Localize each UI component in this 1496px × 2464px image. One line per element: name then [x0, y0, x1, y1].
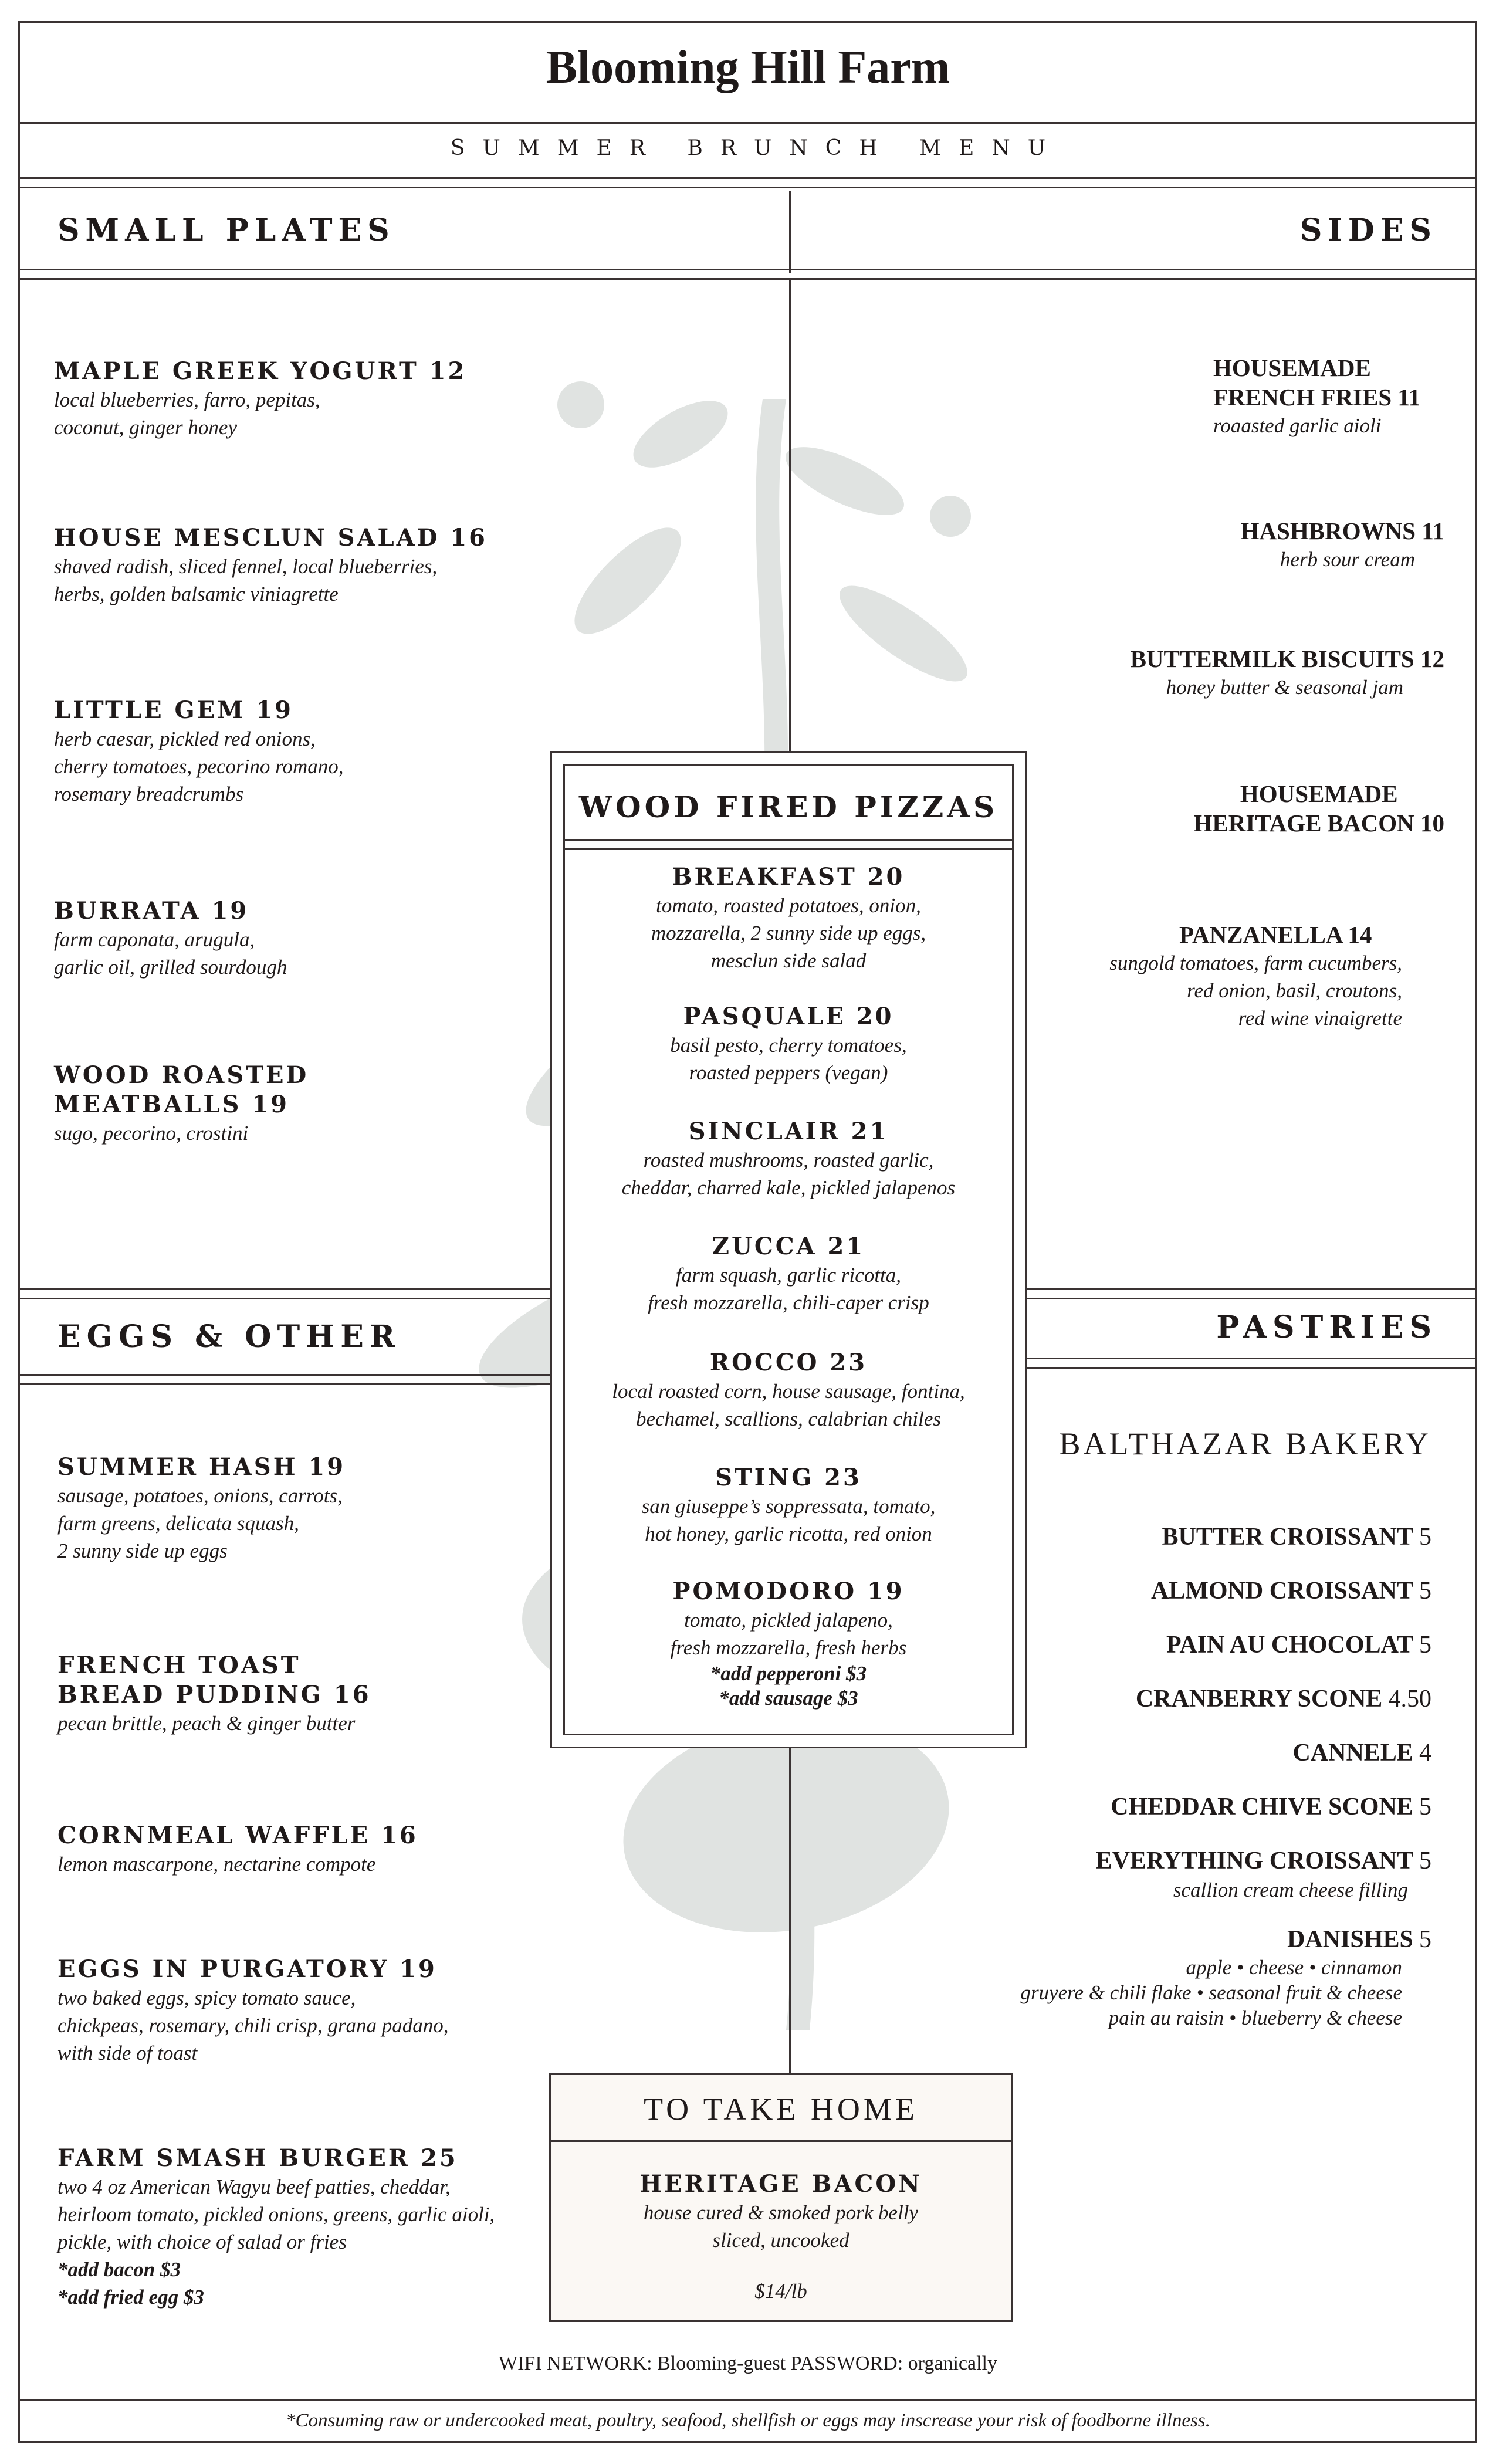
- item-name: ROCCO 23: [709, 1349, 868, 1376]
- item-name: SUMMER HASH 19: [57, 1453, 346, 1481]
- item-name: PASQUALE 20: [683, 1003, 894, 1030]
- menu-item: [1241, 516, 1444, 573]
- divider: [20, 187, 1476, 188]
- pizza-item: [563, 1232, 1014, 1316]
- item-name: BURRATA 19: [54, 897, 249, 925]
- addon: *add bacon $3: [57, 2258, 181, 2281]
- restaurant-name: Blooming Hill Farm: [546, 42, 950, 93]
- item-description: roaasted garlic aioli: [1213, 414, 1382, 437]
- divider: [789, 191, 791, 273]
- item-price: 4.50: [1388, 1685, 1431, 1712]
- item-name: EVERYTHING CROISSANT: [1095, 1847, 1413, 1874]
- pastry-item: [1111, 1792, 1431, 1822]
- wifi-info: WIFI NETWORK: Blooming-guest PASSWORD: organically: [499, 2353, 997, 2374]
- menu-item: [54, 1061, 309, 1147]
- item-price: 5: [1419, 1578, 1431, 1605]
- divider: [20, 122, 1476, 124]
- pizza-item: [563, 1463, 1014, 1548]
- item-name: BUTTERMILK BISCUITS 12: [1130, 645, 1444, 672]
- menu-item: [54, 523, 488, 608]
- item-description: local roasted corn, house sausage, fontina, bechamel, scallions, calabrian chiles: [612, 1380, 965, 1430]
- item-description: apple • cheese • cinnamon gruyere & chili flake • seasonal fruit & cheese pain au raisin • blueberry & cheese: [1020, 1956, 1402, 2029]
- item-description: sungold tomatoes, farm cucumbers, red onion, basil, croutons, red wine vinaigrette: [1109, 952, 1402, 1030]
- pizza-item: [563, 1577, 1014, 1711]
- item-price: 4: [1419, 1739, 1431, 1766]
- item-name: CHEDDAR CHIVE SCONE: [1111, 1793, 1413, 1820]
- disclaimer: *Consuming raw or undercooked meat, poultry, seafood, shellfish or eggs may inscrease your risk of foodborne illness.: [286, 2410, 1210, 2431]
- menu-item: [57, 2144, 495, 2311]
- menu-item: [54, 896, 287, 981]
- divider: [20, 278, 1476, 280]
- menu-item: [57, 1651, 371, 1737]
- item-name: DANISHES: [1287, 1926, 1413, 1953]
- item-name: BREAKFAST 20: [672, 863, 905, 891]
- item-description: lemon mascarpone, nectarine compote: [57, 1853, 376, 1876]
- item-name: HERITAGE BACON: [639, 2170, 922, 2198]
- item-name: CORNMEAL WAFFLE 16: [57, 1822, 418, 1849]
- pizza-item: [563, 1117, 1014, 1201]
- item-price: $14/lb: [754, 2280, 807, 2303]
- item-name: HOUSEMADE FRENCH FRIES 11: [1213, 354, 1421, 411]
- item-name: ALMOND CROISSANT: [1150, 1578, 1413, 1605]
- pastries-heading: PASTRIES: [1216, 1309, 1437, 1345]
- pizza-item: [563, 862, 1014, 974]
- item-name: CRANBERRY SCONE: [1135, 1685, 1383, 1712]
- eggs-other-heading: EGGS & OTHER: [57, 1319, 401, 1355]
- item-name: CANNELE: [1292, 1739, 1413, 1766]
- menu-item: [57, 1821, 418, 1878]
- divider: [20, 177, 1476, 179]
- pastry-item: [1166, 1630, 1431, 1660]
- addon: *add pepperoni $3: [710, 1662, 867, 1685]
- sides-heading: SIDES: [1299, 212, 1437, 248]
- divider: [563, 848, 1014, 850]
- pizza-item: [563, 1002, 1014, 1087]
- take-home-heading: TO TAKE HOME: [644, 2091, 918, 2127]
- item-name: FRENCH TOAST BREAD PUDDING 16: [57, 1651, 371, 1708]
- item-description: tomato, pickled jalapeno, fresh mozzarella, fresh herbs: [670, 1609, 907, 1659]
- item-price: 5: [1419, 1926, 1431, 1953]
- item-name: ZUCCA 21: [712, 1233, 865, 1260]
- item-name: MAPLE GREEK YOGURT 12: [54, 357, 467, 385]
- menu-item: [1213, 353, 1444, 439]
- menu-item: [1193, 779, 1444, 838]
- item-name: STING 23: [715, 1464, 862, 1491]
- item-name: HASHBROWNS 11: [1240, 517, 1444, 544]
- pastry-item: [1136, 1684, 1431, 1714]
- pizza-item: [563, 1348, 1014, 1433]
- item-description: two baked eggs, spicy tomato sauce, chickpeas, rosemary, chili crisp, grana padano, with side of toast: [57, 1986, 449, 2064]
- item-description: local blueberries, farro, pepitas, coconut, ginger honey: [54, 388, 320, 439]
- menu-item: [57, 1955, 449, 2067]
- menu-item: [54, 357, 466, 441]
- item-price: 5: [1419, 1847, 1431, 1874]
- menu-item: [1050, 920, 1449, 1032]
- item-description: herb caesar, pickled red onions, cherry tomatoes, pecorino romano, rosemary breadcrumbs: [54, 727, 344, 805]
- item-description: scallion cream cheese filling: [1173, 1879, 1408, 1901]
- pastry-item: [1292, 1738, 1431, 1768]
- item-name: SINCLAIR 21: [688, 1118, 889, 1145]
- item-name: BUTTER CROISSANT: [1162, 1524, 1413, 1551]
- addon: *add sausage $3: [719, 1687, 858, 1710]
- pastry-item: [1020, 1924, 1431, 2030]
- item-description: shaved radish, sliced fennel, local blueberries, herbs, golden balsamic viniagrette: [54, 555, 438, 605]
- item-description: roasted mushrooms, roasted garlic, cheddar, charred kale, pickled jalapenos: [621, 1149, 956, 1199]
- item-description: herb sour cream: [1280, 548, 1415, 571]
- menu-title: SUMMER BRUNCH MENU: [450, 136, 1064, 160]
- item-name: PAIN AU CHOCOLAT: [1166, 1632, 1413, 1659]
- take-home-item: [549, 2169, 1013, 2305]
- pastry-item: [1096, 1846, 1431, 1904]
- item-description: sugo, pecorino, crostini: [54, 1122, 249, 1145]
- item-name: PANZANELLA 14: [1179, 921, 1372, 948]
- item-name: POMODORO 19: [672, 1578, 905, 1605]
- divider: [20, 2399, 1476, 2401]
- item-description: honey butter & seasonal jam: [1166, 676, 1403, 699]
- pastry-item: [1162, 1522, 1431, 1552]
- menu-item: [57, 1453, 346, 1565]
- menu-item: [1131, 644, 1444, 701]
- item-name: LITTLE GEM 19: [54, 696, 293, 724]
- item-description: sausage, potatoes, onions, carrots, farm greens, delicata squash, 2 sunny side up eggs: [57, 1484, 343, 1562]
- small-plates-heading: SMALL PLATES: [57, 212, 395, 248]
- item-name: HOUSE MESCLUN SALAD 16: [54, 524, 488, 551]
- addon: *add fried egg $3: [57, 2286, 204, 2309]
- item-description: tomato, roasted potatoes, onion, mozzarella, 2 sunny side up eggs, mesclun side salad: [651, 894, 926, 972]
- item-name: FARM SMASH BURGER 25: [57, 2144, 458, 2172]
- item-description: basil pesto, cherry tomatoes, roasted peppers (vegan): [670, 1034, 907, 1084]
- item-description: two 4 oz American Wagyu beef patties, cheddar, heirloom tomato, pickled onions, greens, garlic aioli, pickle, with choice of salad or fries: [57, 2175, 495, 2253]
- item-description: farm caponata, arugula, garlic oil, grilled sourdough: [54, 928, 287, 979]
- divider: [549, 2140, 1013, 2142]
- item-description: farm squash, garlic ricotta, fresh mozzarella, chili-caper crisp: [648, 1264, 929, 1314]
- menu-item: [54, 696, 344, 808]
- item-price: 5: [1419, 1632, 1431, 1659]
- divider: [563, 839, 1014, 841]
- item-price: 5: [1419, 1524, 1431, 1551]
- divider: [20, 269, 1476, 270]
- item-name: EGGS IN PURGATORY 19: [57, 1955, 437, 1983]
- pizza-heading: WOOD FIRED PIZZAS: [578, 790, 999, 824]
- item-description: pecan brittle, peach & ginger butter: [57, 1712, 356, 1735]
- item-name: WOOD ROASTED MEATBALLS 19: [54, 1061, 309, 1118]
- pastry-item: [1151, 1576, 1431, 1606]
- item-description: san giuseppe’s soppressata, tomato, hot honey, garlic ricotta, red onion: [641, 1495, 936, 1545]
- bakery-name: BALTHAZAR BAKERY: [1059, 1426, 1431, 1461]
- item-name: HOUSEMADE HERITAGE BACON 10: [1193, 780, 1444, 837]
- item-description: house cured & smoked pork belly sliced, uncooked: [643, 2201, 919, 2252]
- item-price: 5: [1419, 1793, 1431, 1820]
